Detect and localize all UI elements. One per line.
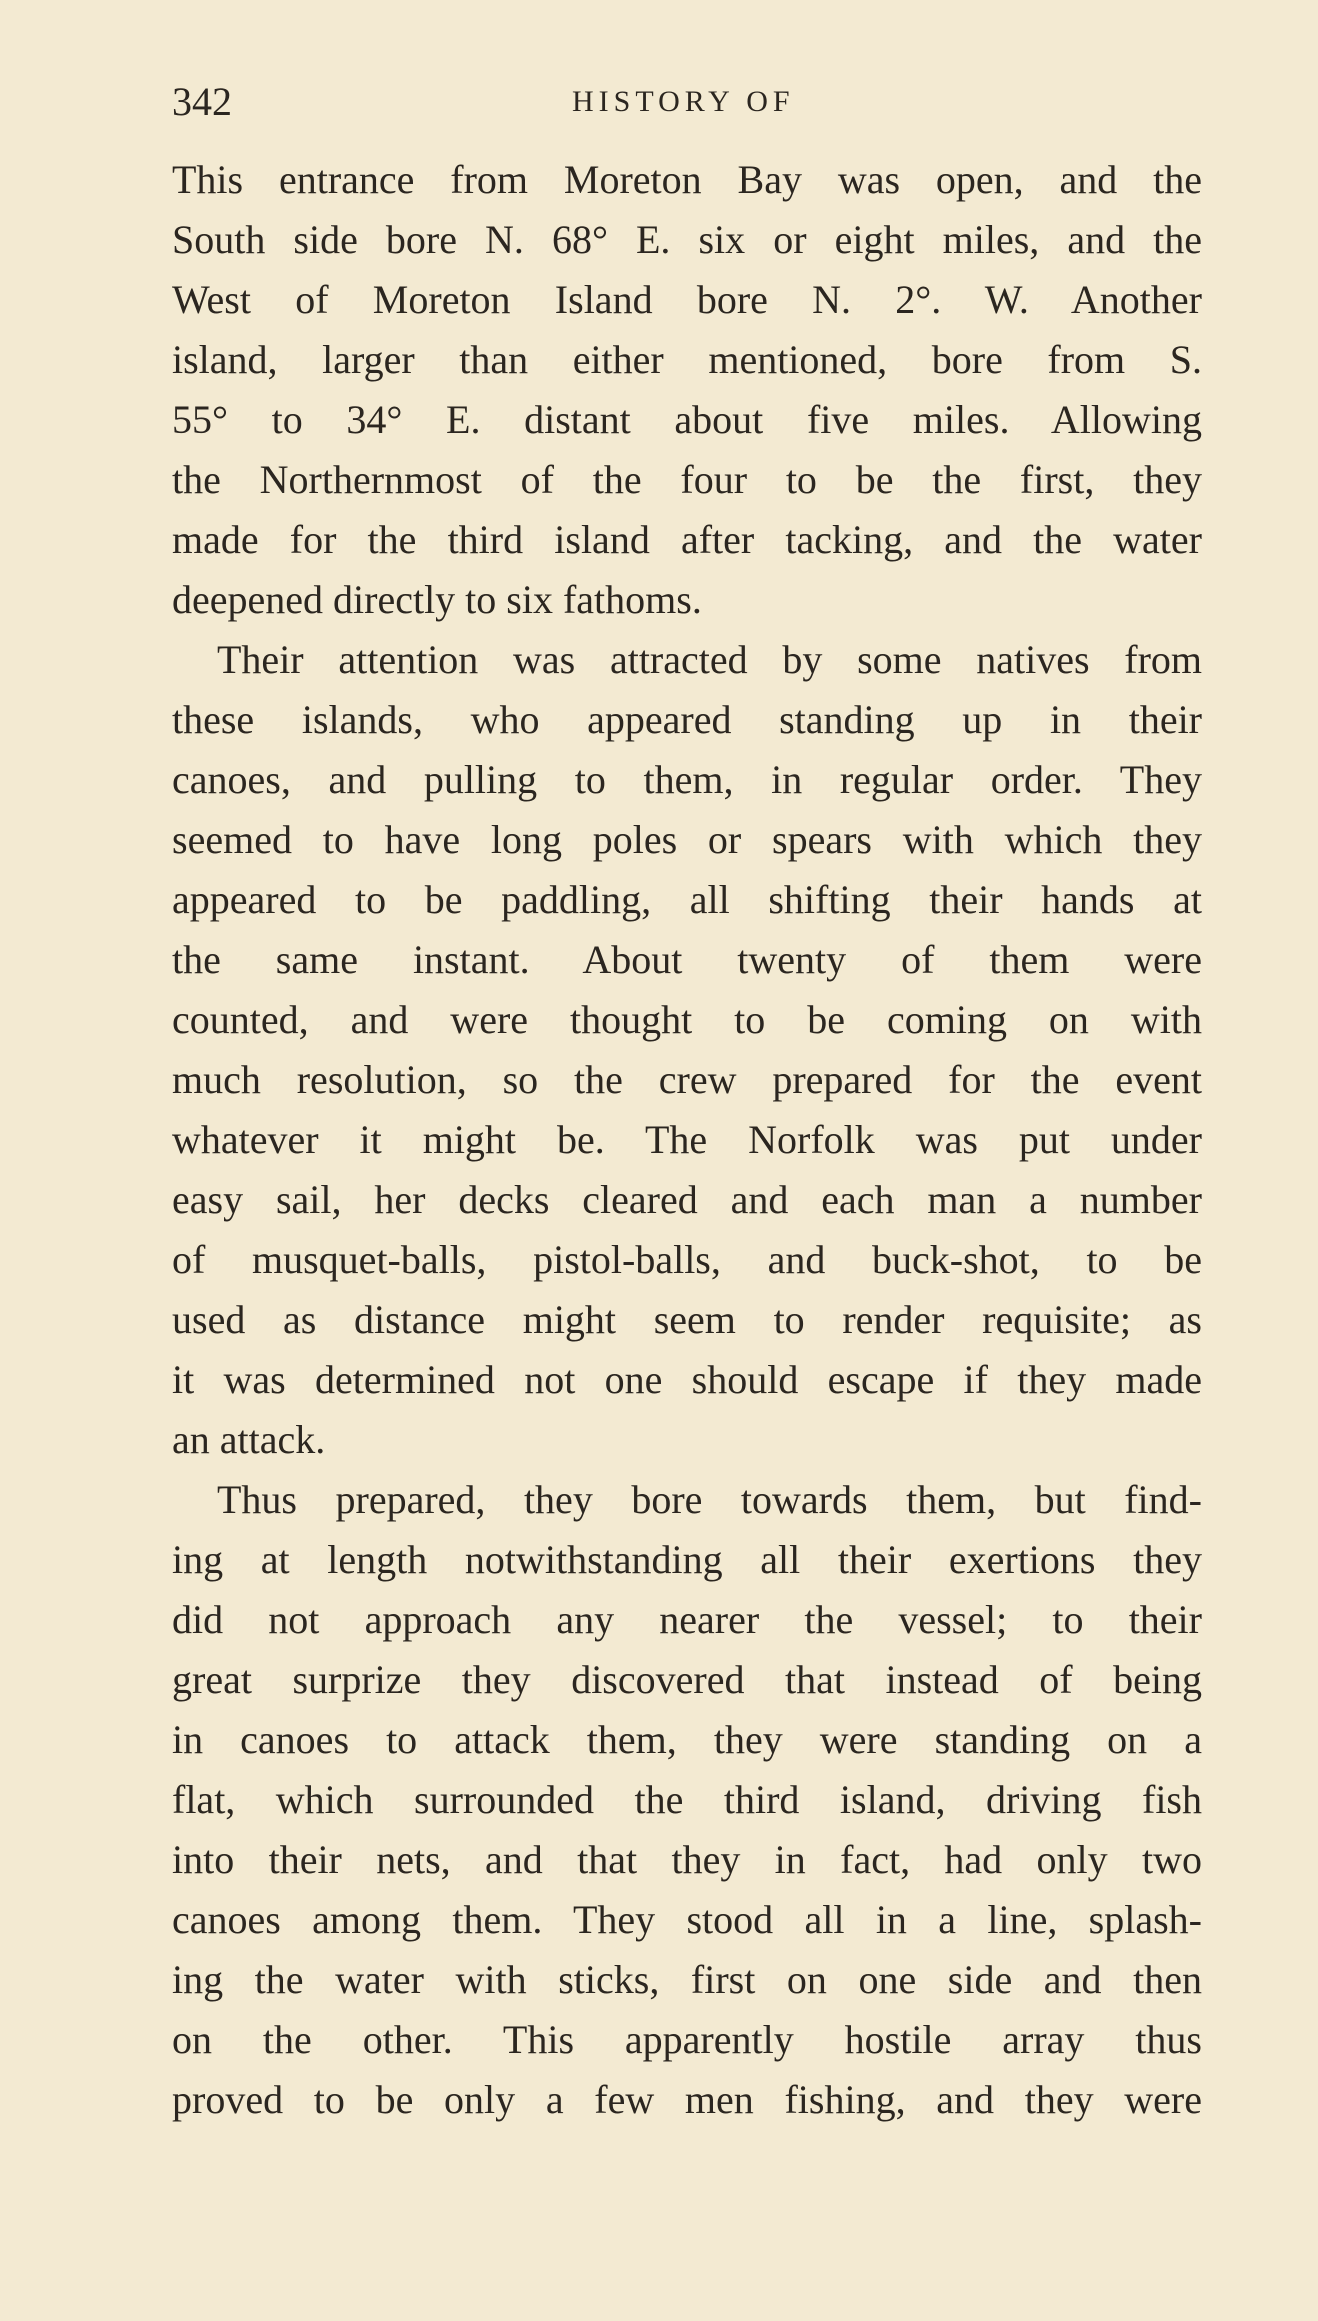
text-line: Their attention was attracted by some natives from [217, 637, 1202, 682]
text-line: made for the third island after tacking, and the water [172, 517, 1202, 562]
text-line: much resolution, so the crew prepared for the event [172, 1057, 1202, 1102]
text-line: ing at length notwithstanding all their exertions they [172, 1537, 1202, 1582]
text-line: seemed to have long poles or spears with which they [172, 817, 1202, 862]
text-line: the same instant. About twenty of them were [172, 937, 1202, 982]
running-head: HISTORY OF [572, 85, 795, 118]
text-line: an attack. [172, 1417, 326, 1462]
paragraph [172, 150, 1202, 630]
text-line: great surprize they discovered that instead of being [172, 1657, 1202, 1702]
text-line: South side bore N. 68° E. six or eight miles, and the [172, 217, 1202, 262]
text-line: these islands, who appeared standing up in their [172, 697, 1202, 742]
text-line: island, larger than either mentioned, bore from S. [172, 337, 1202, 382]
text-line: proved to be only a few men fishing, and they were [172, 2077, 1202, 2122]
text-line: it was determined not one should escape if they made [172, 1357, 1202, 1402]
text-line: flat, which surrounded the third island, driving fish [172, 1777, 1202, 1822]
text-line: deepened directly to six fathoms. [172, 577, 702, 622]
body-text [172, 150, 1202, 2130]
paragraph [172, 1470, 1202, 2130]
text-line: did not approach any nearer the vessel; to their [172, 1597, 1202, 1642]
text-line: West of Moreton Island bore N. 2°. W. Another [172, 277, 1202, 322]
text-line: appeared to be paddling, all shifting their hands at [172, 877, 1202, 922]
text-line: 55° to 34° E. distant about five miles. Allowing [172, 397, 1202, 442]
text-line: ing the water with sticks, first on one side and then [172, 1957, 1202, 2002]
text-line: into their nets, and that they in fact, had only two [172, 1837, 1202, 1882]
text-line: Thus prepared, they bore towards them, but find- [217, 1477, 1202, 1522]
text-line: in canoes to attack them, they were standing on a [172, 1717, 1202, 1762]
text-line: the Northernmost of the four to be the first, they [172, 457, 1202, 502]
page-number: 342 [172, 79, 232, 124]
text-line: This entrance from Moreton Bay was open, and the [172, 157, 1202, 202]
text-line: canoes among them. They stood all in a line, splash- [172, 1897, 1202, 1942]
page-header [172, 72, 1242, 132]
text-line: easy sail, her decks cleared and each man a number [172, 1177, 1202, 1222]
paragraph [172, 630, 1202, 1470]
text-line: whatever it might be. The Norfolk was put under [172, 1117, 1202, 1162]
text-line: used as distance might seem to render requisite; as [172, 1297, 1202, 1342]
text-line: canoes, and pulling to them, in regular order. They [172, 757, 1202, 802]
text-line: of musquet-balls, pistol-balls, and buck-shot, to be [172, 1237, 1202, 1282]
text-line: on the other. This apparently hostile array thus [172, 2017, 1202, 2062]
text-line: counted, and were thought to be coming on with [172, 997, 1202, 1042]
